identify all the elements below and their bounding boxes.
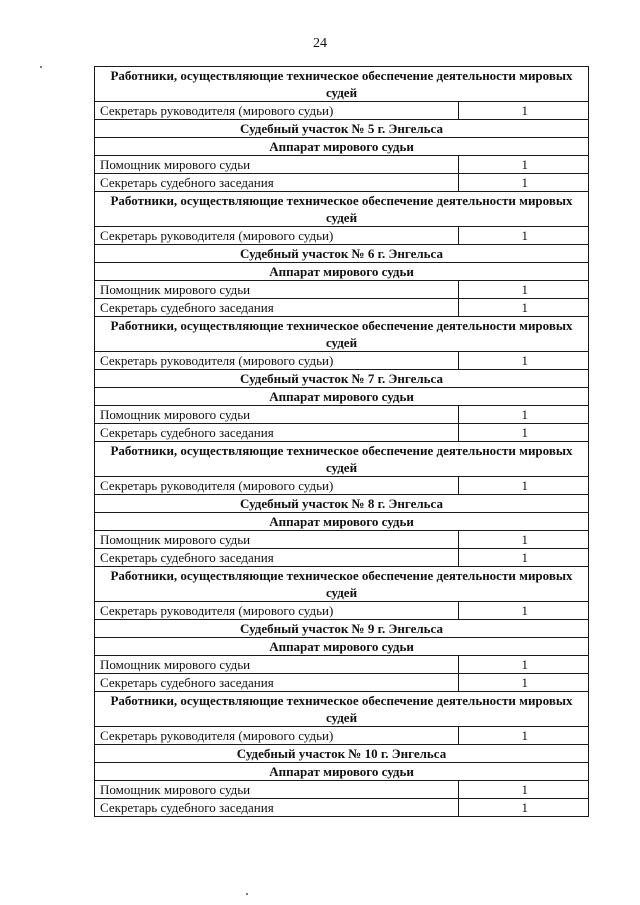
section-heading: Судебный участок № 8 г. Энгельса: [95, 495, 589, 513]
position-count: 1: [459, 799, 589, 817]
table-row: [95, 674, 589, 692]
table-row: [95, 549, 589, 567]
page-number: 24: [313, 36, 327, 51]
position-count: 1: [459, 281, 589, 299]
position-name: Помощник мирового судьи: [95, 281, 459, 299]
position-name: Помощник мирового судьи: [95, 531, 459, 549]
scan-speck: [40, 66, 42, 68]
section-heading-row: [95, 317, 589, 352]
section-heading-row: [95, 567, 589, 602]
scan-speck: [246, 893, 248, 895]
position-count: 1: [459, 299, 589, 317]
table-row: [95, 727, 589, 745]
section-heading-row: [95, 495, 589, 513]
table-row: [95, 156, 589, 174]
position-count: 1: [459, 156, 589, 174]
table-row: [95, 424, 589, 442]
table-row: [95, 406, 589, 424]
section-heading: Аппарат мирового судьи: [95, 138, 589, 156]
table-row: [95, 299, 589, 317]
position-count: 1: [459, 531, 589, 549]
table-row: [95, 102, 589, 120]
position-count: 1: [459, 727, 589, 745]
position-count: 1: [459, 352, 589, 370]
table-row: [95, 602, 589, 620]
position-count: 1: [459, 549, 589, 567]
position-name: Секретарь руководителя (мирового судьи): [95, 477, 459, 495]
section-heading-row: [95, 192, 589, 227]
position-count: 1: [459, 174, 589, 192]
section-heading-row: [95, 120, 589, 138]
position-count: 1: [459, 102, 589, 120]
section-heading: Работники, осуществляющие техническое обеспечение деятельности мировых судей: [95, 192, 589, 227]
position-count: 1: [459, 477, 589, 495]
section-heading-row: [95, 638, 589, 656]
position-name: Секретарь судебного заседания: [95, 174, 459, 192]
position-name: Секретарь руководителя (мирового судьи): [95, 102, 459, 120]
position-count: 1: [459, 424, 589, 442]
position-name: Секретарь руководителя (мирового судьи): [95, 227, 459, 245]
position-count: 1: [459, 656, 589, 674]
section-heading-row: [95, 388, 589, 406]
section-heading-row: [95, 442, 589, 477]
section-heading-row: [95, 620, 589, 638]
position-name: Помощник мирового судьи: [95, 406, 459, 424]
section-heading: Судебный участок № 6 г. Энгельса: [95, 245, 589, 263]
position-count: 1: [459, 674, 589, 692]
position-name: Секретарь судебного заседания: [95, 299, 459, 317]
position-count: 1: [459, 406, 589, 424]
section-heading-row: [95, 692, 589, 727]
position-name: Помощник мирового судьи: [95, 656, 459, 674]
section-heading: Аппарат мирового судьи: [95, 263, 589, 281]
section-heading: Аппарат мирового судьи: [95, 513, 589, 531]
section-heading-row: [95, 370, 589, 388]
table-row: [95, 227, 589, 245]
section-heading: Судебный участок № 5 г. Энгельса: [95, 120, 589, 138]
section-heading: Работники, осуществляющие техническое обеспечение деятельности мировых судей: [95, 317, 589, 352]
table-row: [95, 281, 589, 299]
staff-table: [94, 66, 589, 817]
table-row: [95, 352, 589, 370]
position-name: Секретарь судебного заседания: [95, 799, 459, 817]
section-heading: Работники, осуществляющие техническое обеспечение деятельности мировых судей: [95, 567, 589, 602]
staff-table-body: [95, 67, 589, 817]
position-name: Секретарь руководителя (мирового судьи): [95, 727, 459, 745]
section-heading: Аппарат мирового судьи: [95, 763, 589, 781]
position-name: Секретарь судебного заседания: [95, 424, 459, 442]
position-name: Секретарь руководителя (мирового судьи): [95, 602, 459, 620]
section-heading-row: [95, 513, 589, 531]
section-heading: Судебный участок № 7 г. Энгельса: [95, 370, 589, 388]
position-count: 1: [459, 781, 589, 799]
section-heading: Аппарат мирового судьи: [95, 638, 589, 656]
section-heading: Работники, осуществляющие техническое обеспечение деятельности мировых судей: [95, 442, 589, 477]
section-heading: Аппарат мирового судьи: [95, 388, 589, 406]
position-count: 1: [459, 227, 589, 245]
position-name: Секретарь судебного заседания: [95, 674, 459, 692]
table-row: [95, 531, 589, 549]
table-row: [95, 781, 589, 799]
section-heading: Работники, осуществляющие техническое обеспечение деятельности мировых судей: [95, 692, 589, 727]
section-heading-row: [95, 67, 589, 102]
position-name: Помощник мирового судьи: [95, 156, 459, 174]
table-row: [95, 799, 589, 817]
section-heading-row: [95, 138, 589, 156]
section-heading: Судебный участок № 10 г. Энгельса: [95, 745, 589, 763]
section-heading-row: [95, 263, 589, 281]
section-heading-row: [95, 763, 589, 781]
section-heading-row: [95, 245, 589, 263]
section-heading: Работники, осуществляющие техническое обеспечение деятельности мировых судей: [95, 67, 589, 102]
position-name: Секретарь судебного заседания: [95, 549, 459, 567]
section-heading: Судебный участок № 9 г. Энгельса: [95, 620, 589, 638]
table-row: [95, 174, 589, 192]
table-row: [95, 477, 589, 495]
section-heading-row: [95, 745, 589, 763]
position-name: Секретарь руководителя (мирового судьи): [95, 352, 459, 370]
position-count: 1: [459, 602, 589, 620]
table-row: [95, 656, 589, 674]
position-name: Помощник мирового судьи: [95, 781, 459, 799]
